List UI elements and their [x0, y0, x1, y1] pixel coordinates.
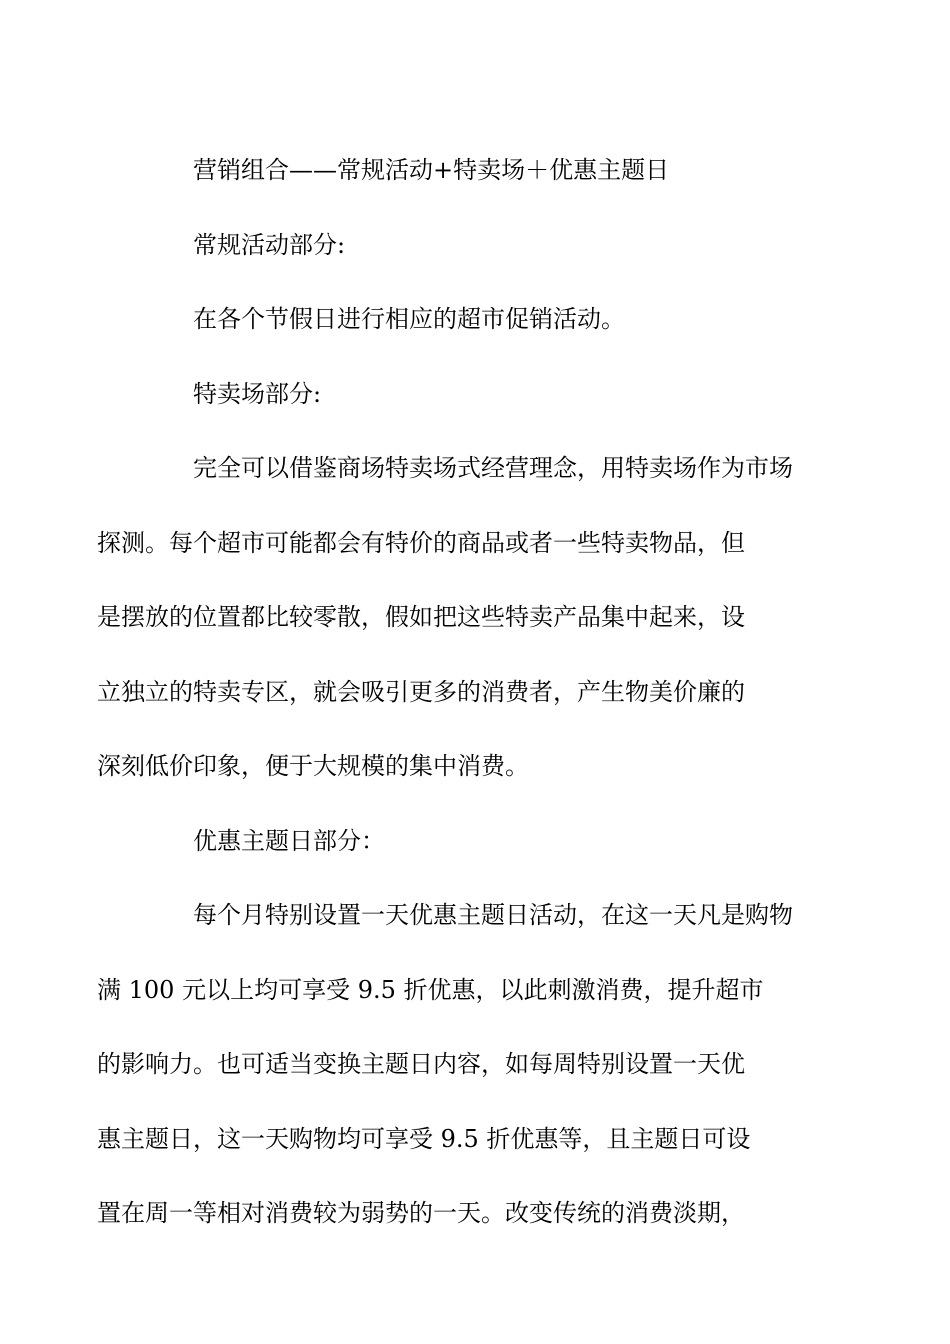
paragraph-line: 是摆放的位置都比较零散，假如把这些特卖产品集中起来，设: [97, 603, 745, 631]
paragraph-line: 惠主题日，这一天购物均可享受 9.5 折优惠等，且主题日可设: [97, 1124, 751, 1153]
document-title: 营销组合——常规活动+特卖场＋优惠主题日: [193, 156, 670, 184]
section-body-special-sale: [97, 431, 807, 804]
section-heading-special-sale: 特卖场部分:: [193, 379, 322, 408]
paragraph-line: 每个月特别设置一天优惠主题日活动，在这一天凡是购物: [193, 901, 793, 929]
paragraph-line: 完全可以借鉴商场特卖场式经营理念，用特卖场作为市场: [193, 454, 793, 482]
paragraph-line: 立独立的特卖专区，就会吸引更多的消费者，产生物美价廉的: [97, 677, 745, 706]
paragraph-line: 深刻低价印象，便于大规模的集中消费。: [97, 752, 529, 780]
section-body-regular-activities: 在各个节假日进行相应的超市促销活动。: [193, 305, 625, 333]
paragraph-line: 探测。每个超市可能都会有特价的商品或者一些特卖物品，但: [97, 528, 745, 557]
section-body-theme-day: [97, 878, 807, 1251]
document-body: [97, 133, 807, 1251]
paragraph-line: 的影响力。也可适当变换主题日内容，如每周特别设置一天优: [97, 1050, 745, 1078]
paragraph-line: 置在周一等相对消费较为弱势的一天。改变传统的消费淡期，: [97, 1199, 745, 1227]
section-heading-theme-day: 优惠主题日部分：: [193, 826, 385, 855]
section-heading-regular-activities: 常规活动部分:: [193, 230, 346, 259]
paragraph-line: 满 100 元以上均可享受 9.5 折优惠，以此刺激消费，提升超市: [97, 975, 764, 1004]
